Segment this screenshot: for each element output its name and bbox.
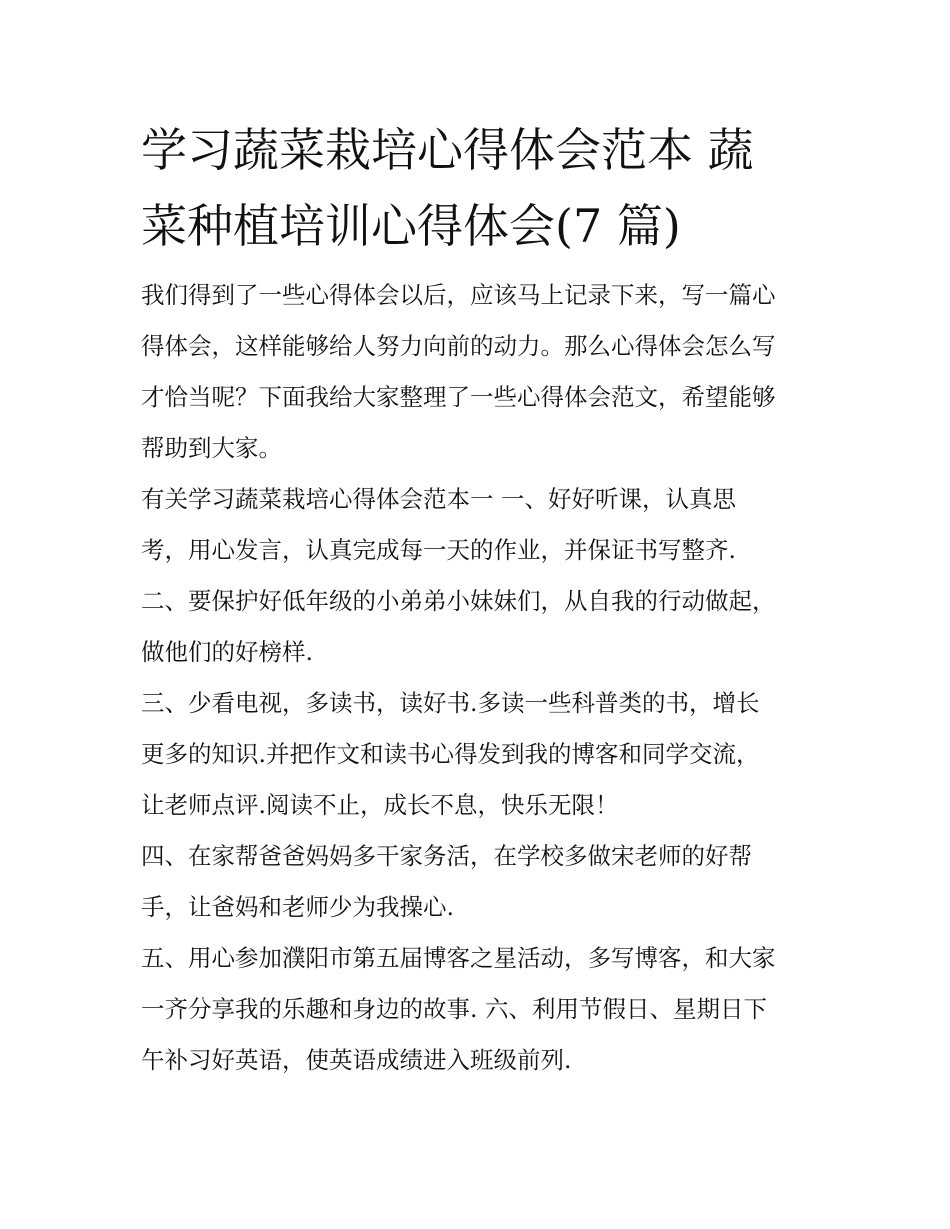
text-line: 午补习好英语，使英语成绩进入班级前列. [141, 1046, 572, 1074]
item-two-paragraph [141, 576, 821, 678]
title-line: 菜种植培训心得体会(7 篇) [141, 199, 681, 253]
text-line: 四、在家帮爸爸妈妈多干家务活，在学校多做宋老师的好帮 [141, 842, 752, 870]
item-four-paragraph [141, 831, 821, 933]
title-line: 学习蔬菜栽培心得体会范本 蔬 [141, 123, 754, 177]
text-line: 让老师点评.阅读不止，成长不息，快乐无限！ [141, 791, 619, 819]
text-line: 有关学习蔬菜栽培心得体会范本一 一、好好听课，认真思 [141, 485, 736, 513]
text-line: 一齐分享我的乐趣和身边的故事. 六、利用节假日、星期日下 [141, 995, 767, 1023]
text-line: 做他们的好榜样. [141, 638, 313, 666]
document-title [141, 112, 821, 264]
text-line: 二、要保护好低年级的小弟弟小妹妹们，从自我的行动做起， [141, 587, 776, 615]
text-line: 更多的知识.并把作文和读书心得发到我的博客和同学交流， [141, 740, 760, 768]
text-line: 考，用心发言，认真完成每一天的作业，并保证书写整齐. [141, 536, 736, 564]
text-line: 得体会，这样能够给人努力向前的动力。那么心得体会怎么写 [141, 332, 776, 360]
item-five-six-paragraph [141, 933, 821, 1086]
intro-paragraph [141, 270, 821, 474]
text-line: 才恰当呢？下面我给大家整理了一些心得体会范文，希望能够 [141, 383, 776, 411]
text-line: 手，让爸妈和老师少为我操心. [141, 893, 454, 921]
sample-one-heading-paragraph [141, 474, 821, 576]
item-three-paragraph [141, 678, 821, 831]
text-line: 五、用心参加濮阳市第五届博客之星活动，多写博客，和大家 [141, 944, 776, 972]
text-line: 帮助到大家。 [141, 434, 282, 462]
text-line: 三、少看电视，多读书，读好书.多读一些科普类的书，增长 [141, 689, 760, 717]
document-page [141, 112, 821, 1086]
text-line: 我们得到了一些心得体会以后，应该马上记录下来，写一篇心 [141, 281, 776, 309]
